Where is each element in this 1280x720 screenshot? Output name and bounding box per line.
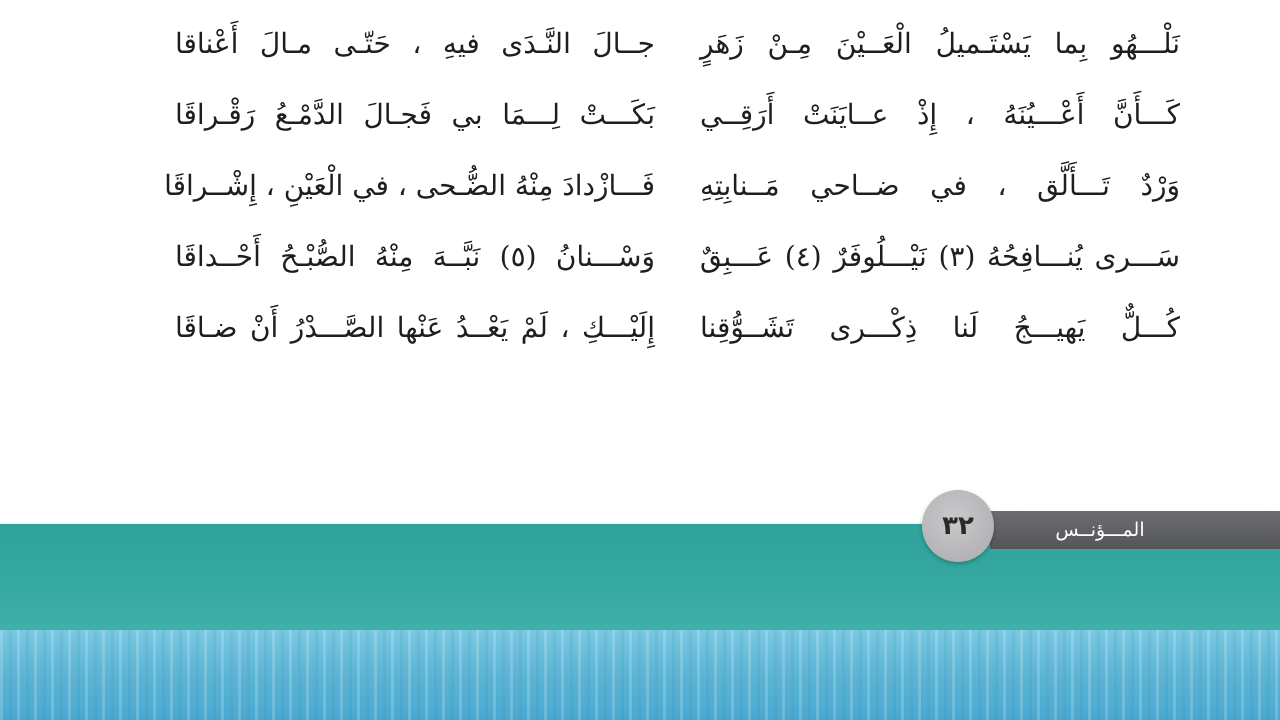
verse-3-first-hemistich: وَرْدٌ تَـــأَلَّق ، في ضــاحي مَــنابِتِهِ: [700, 169, 1180, 202]
verse-4-first-hemistich: سَـــرى يُنـــافِحُهُ (٣) نَيْـــلُوفَرٌ (٤) عَـــبِقٌ: [700, 240, 1180, 273]
verse-5-first-hemistich: كُـــلٌّ يَهيـــجُ لَنا ذِكْـــرى تَشَــوُّقِنا: [700, 311, 1180, 344]
decorative-stripes: [0, 630, 1280, 720]
verse-5: [170, 302, 1190, 373]
verse-2: [170, 89, 1190, 160]
verse-1-first-hemistich: نَلْـــهُو بِما يَسْتَـميلُ الْعَــيْنَ مِـنْ زَهَرٍ: [700, 27, 1180, 60]
verse-1-second-hemistich: جــالَ النَّـدَى فيهِ ، حَتّـى مـالَ أَعْناقا: [175, 27, 655, 60]
verse-3: [164, 160, 1190, 231]
poem-verses: [164, 18, 1190, 373]
verse-5-second-hemistich: إِلَيْـــكِ ، لَمْ يَعْــدُ عَنْها الصَّـــدْرُ أَنْ ضـاقَا: [175, 311, 655, 344]
verse-2-first-hemistich: كَـــأَنَّ أَعْـــيُنَهُ ، إِذْ عــايَنَتْ أَرَقِــي: [700, 98, 1180, 131]
verse-4: [170, 231, 1190, 302]
page-number: ٣٢: [942, 511, 974, 541]
verse-2-second-hemistich: بَكَـــتْ لِـــمَا بي فَجـالَ الدَّمْـعُ رَقْـراقَا: [175, 98, 655, 131]
verse-4-second-hemistich: وَسْـــنانُ (٥) نَبَّــهَ مِنْهُ الصُّبْـحُ أَحْــداقَا: [175, 240, 655, 273]
section-title: المـــؤنــس: [1055, 519, 1145, 541]
page-number-badge: [922, 490, 994, 562]
verse-3-second-hemistich: فَـــازْدادَ مِنْهُ الضُّـحى ، في الْعَيْنِ ، إِشْــراقَا: [164, 169, 655, 202]
verse-1: [170, 18, 1190, 89]
